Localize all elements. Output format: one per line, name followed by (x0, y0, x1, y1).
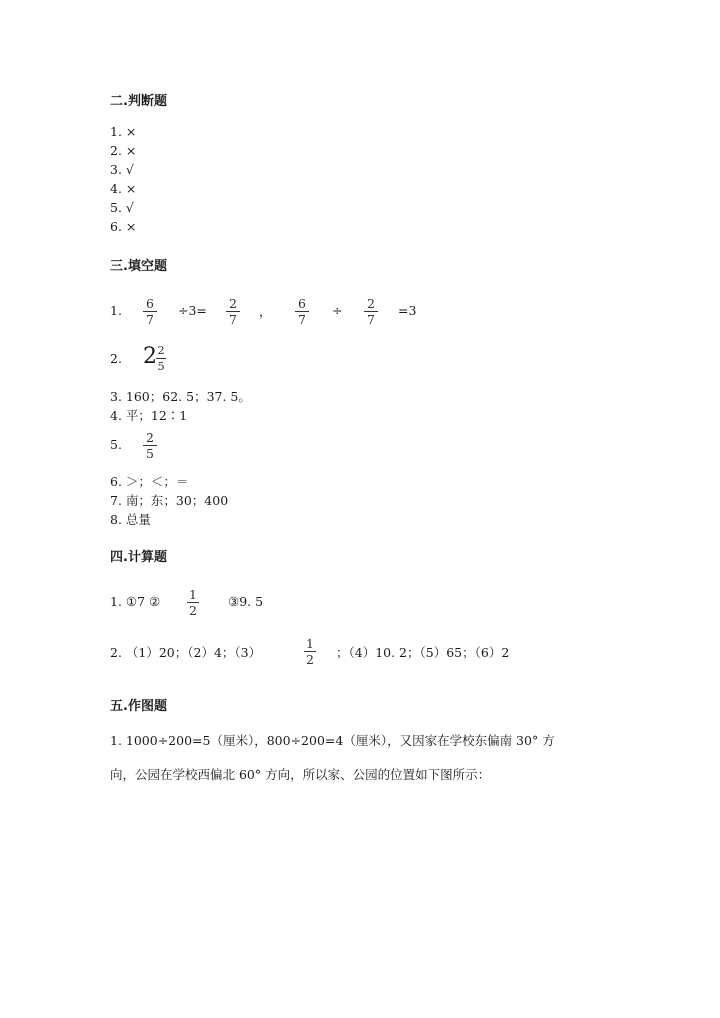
drawing-answer-line-1: 1. 1000÷200=5（厘米），800÷200=4（厘米），又因家在学校东偏南 30° 方 (110, 733, 555, 748)
fraction-6-7-b (295, 297, 309, 326)
fraction-6-7-a (143, 297, 157, 326)
calc-q2-post: ；（4）10. 2；（5）65；（6）2 (336, 645, 510, 660)
fraction-numerator: 6 (146, 296, 154, 311)
fraction-denominator: 2 (189, 603, 197, 618)
fraction-numerator: 1 (306, 636, 314, 651)
calc-q1-pre: 1. ①7 ② (110, 594, 161, 609)
drawing-answer-line-2: 向，公园在学校西偏北 60° 方向，所以家、公园的位置如下图所示： (110, 767, 491, 782)
fill-q1-sep: ， (259, 304, 272, 319)
fraction-2-5 (143, 431, 157, 460)
fraction-1-2-b (304, 637, 316, 666)
judge-answer-1: 1. × (110, 124, 137, 139)
section-2-title: 二.判断题 (110, 94, 167, 109)
fraction-denominator: 7 (298, 312, 306, 327)
fraction-numerator: 2 (157, 343, 165, 357)
section-4-title: 四.计算题 (110, 550, 167, 565)
fraction-denominator: 5 (157, 359, 165, 373)
fraction-numerator: 6 (298, 296, 306, 311)
mixed-number-fraction (156, 344, 166, 373)
fraction-denominator: 5 (146, 446, 154, 461)
fill-q3: 3. 160；62. 5；37. 5。 (110, 389, 251, 404)
fill-q2-number: 2. (110, 351, 122, 366)
fraction-2-7-a (226, 297, 240, 326)
fraction-denominator: 7 (367, 312, 375, 327)
fraction-denominator: 7 (229, 312, 237, 327)
fill-q1-tail: =3 (398, 303, 417, 318)
calc-q1-post: ③9. 5 (228, 594, 264, 609)
judge-answer-6: 6. × (110, 219, 137, 234)
fill-q1-number: 1. (110, 303, 122, 318)
fill-q5-number: 5. (110, 437, 122, 452)
fraction-1-2-a (187, 588, 199, 617)
judge-answer-5: 5. √ (110, 200, 134, 215)
fill-q6: 6. ＞；＜；＝ (110, 474, 189, 489)
fraction-numerator: 2 (229, 296, 237, 311)
section-3-title: 三.填空题 (110, 259, 167, 274)
mixed-number-whole: 2 (143, 344, 157, 369)
judge-answer-4: 4. × (110, 181, 137, 196)
fill-q1-op2: ÷ (332, 303, 343, 318)
fill-q1-op1: ÷3= (178, 303, 207, 318)
fraction-numerator: 1 (189, 587, 197, 602)
fill-q8: 8. 总量 (110, 512, 151, 527)
fraction-denominator: 2 (306, 652, 314, 667)
fraction-numerator: 2 (146, 430, 154, 445)
fill-q4: 4. 平；12∶1 (110, 408, 188, 423)
judge-answer-2: 2. × (110, 143, 137, 158)
fraction-2-7-b (364, 297, 378, 326)
calc-q2-pre: 2. （1）20；（2）4；（3） (110, 645, 262, 660)
fraction-numerator: 2 (367, 296, 375, 311)
section-5-title: 五.作图题 (110, 699, 167, 714)
fill-q7: 7. 南；东；30；400 (110, 493, 229, 508)
fraction-denominator: 7 (146, 312, 154, 327)
judge-answer-3: 3. √ (110, 162, 134, 177)
